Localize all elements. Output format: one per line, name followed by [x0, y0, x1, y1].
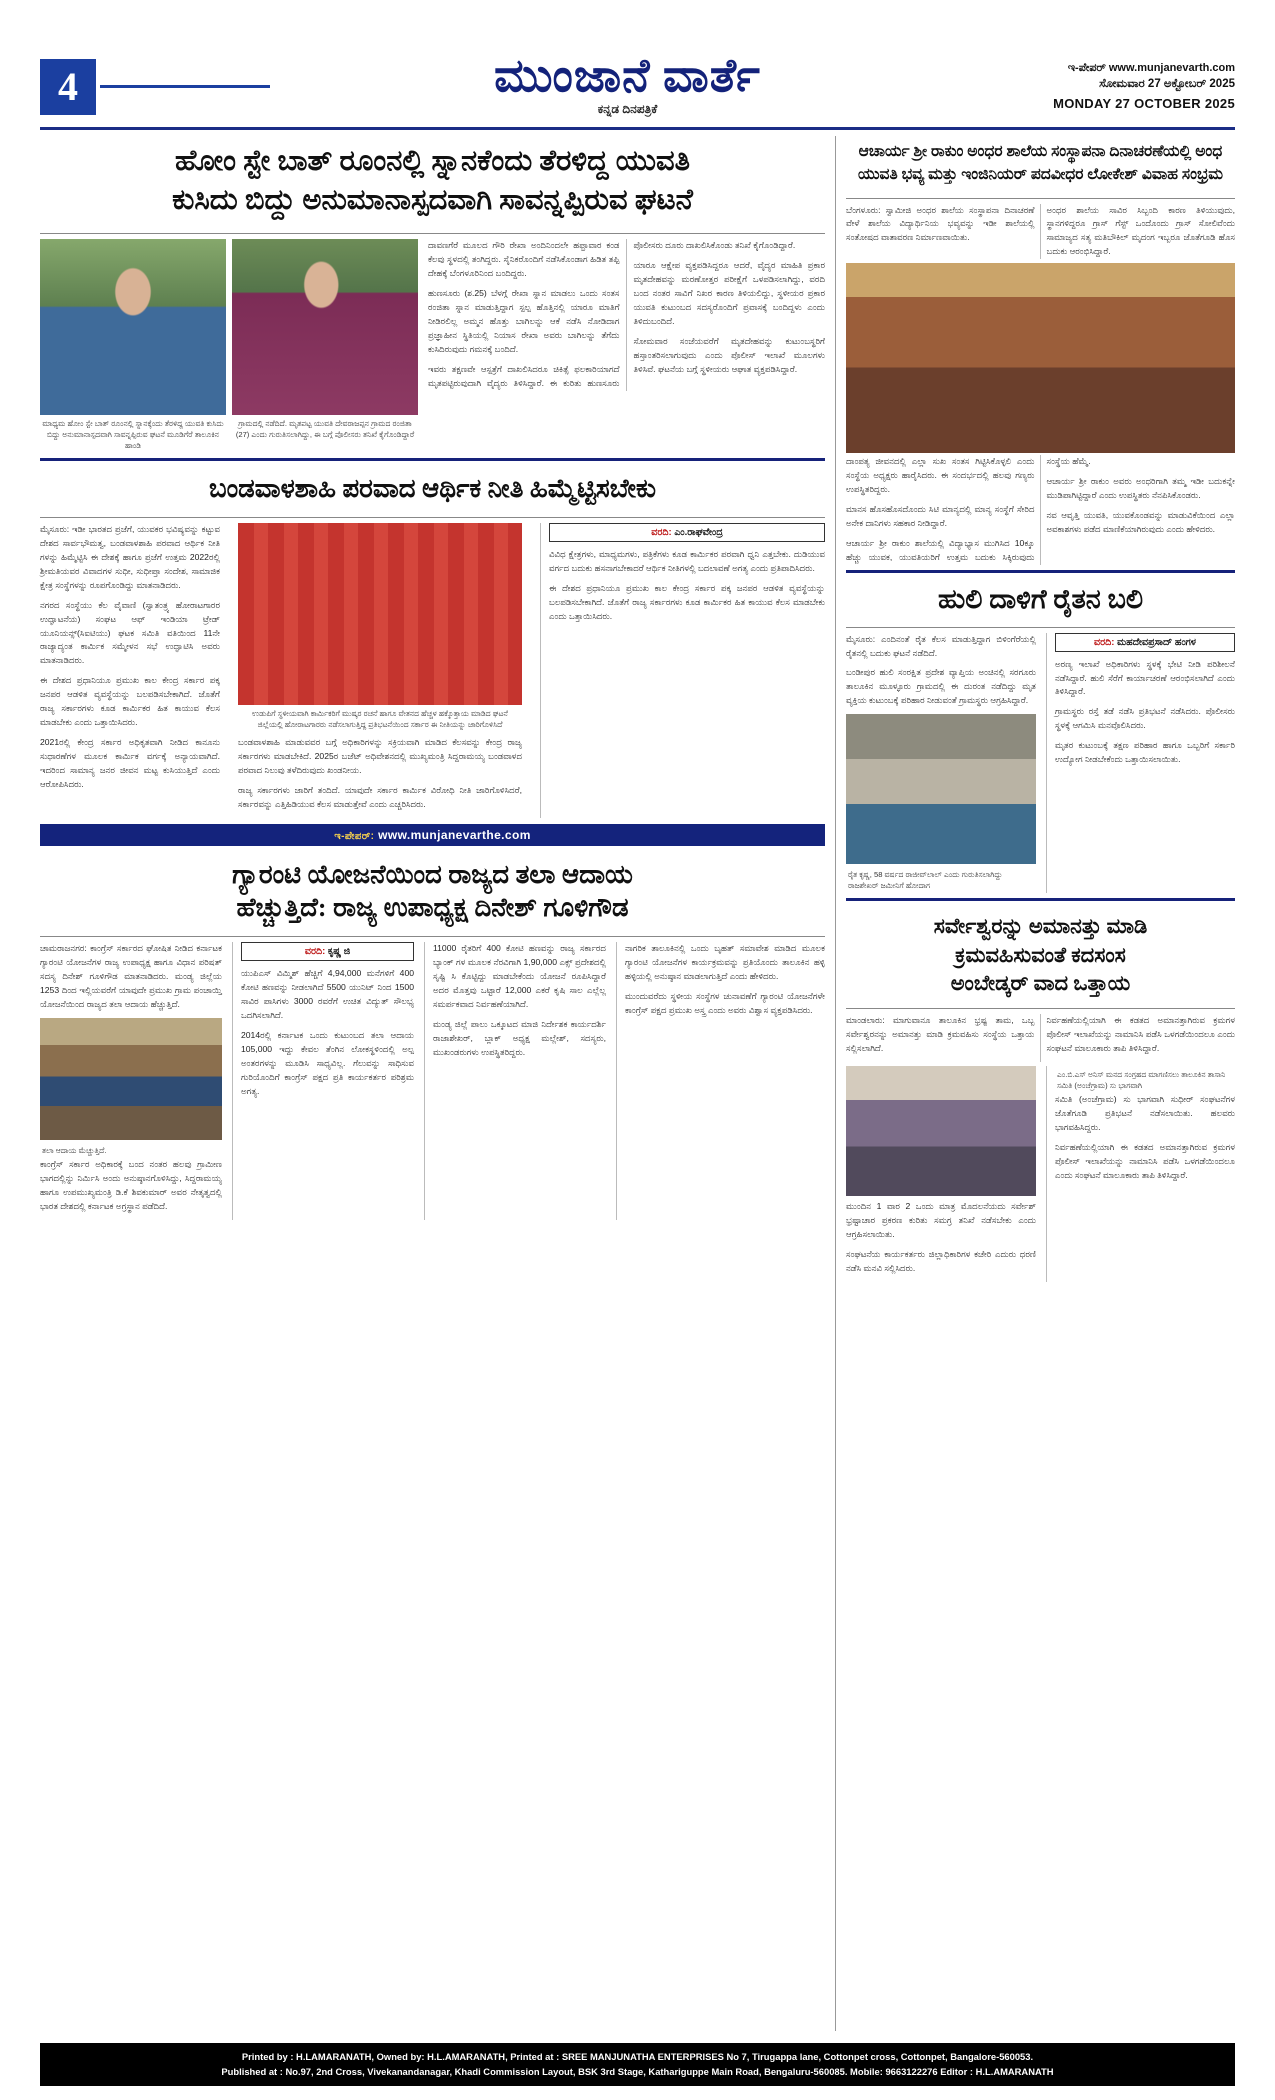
- divider: [40, 517, 825, 518]
- tiger-byline-name: ಮಹದೇವಪ್ರಸಾದ್ ಹಂಗಳ: [1117, 636, 1196, 648]
- tiger-col1: [846, 633, 1036, 894]
- economy-byline-label: ವರದಿ:: [651, 527, 672, 539]
- masthead-center: [270, 49, 985, 117]
- paper-subtitle: ಕನ್ನಡ ದಿನಪತ್ರಿಕೆ: [597, 101, 658, 116]
- left-section: [40, 136, 835, 2031]
- economy-body-row: [40, 523, 825, 818]
- ambedkar-headline-line3: ಅಂಬೇಡ್ಕರ್ ವಾದ ಒತ್ತಾಯ: [950, 970, 1131, 995]
- economy-para-5: ರಾಜ್ಯ ಸರ್ಕಾರಗಳು ಜಾರಿಗೆ ತಂದಿದೆ. ಯಾವುದೇ ಸರ್ಕಾರ ಕಾರ್ಮಿಕ ವಿರೋಧಿ ನೀತಿ ಜಾರಿಗೊಳಿಸಿದರೆ, ಸರ್ಕಾರವನ್ನು ಎತ್ತಿಹಿಡಿಯುವ ಕೆಲಸ ಮಾಡುತ್ತೇವೆ ಎಂದು ಎಚ್ಚರಿಸಿದರು.: [238, 784, 522, 809]
- economy-para-2: ಈ ದೇಶದ ಪ್ರಧಾನಿಯೂ ಪ್ರಮುಖ ಕಾಲ ಕೇಂದ್ರ ಸರ್ಕಾರ ಪಕ್ಕ ಜನಪರ ಆಡಳಿತ ವ್ಯವಸ್ಥೆಯನ್ನು ಬಲಪಡಿಸಬೇಕಾಗಿದೆ. ಜೊತೆಗೆ ರಾಜ್ಯ ಸರ್ಕಾರಗಳು ಕೂಡ ಕಾರ್ಮಿಕರ ಹಿತ ಕಾಯುವ ಕೆಲಸ ಮಾಡಬೇಕು ಎಂದು ಒತ್ತಾಯಿಸಿದರು.: [40, 675, 220, 728]
- ambedkar-headline-line1: ಸರ್ವೇಶ್ವರನ್ನು ಅಮಾನತ್ತು ಮಾಡಿ: [933, 914, 1148, 939]
- masthead-meta: [985, 60, 1235, 113]
- lead-para-4: ಸೋಮವಾರ ಸಂಜೆಯವರೆಗೆ ಮೃತದೇಹವನ್ನು ಕುಟುಂಬಸ್ಥರಿಗೆ ಹಸ್ತಾಂತರಿಸಲಾಗುವುದು ಎಂದು ಪೊಲೀಸ್ ಇಲಾಖೆ ಮೂಲಗಳು ತಿಳಿಸಿವೆ. ಘಟನೆಯ ಬಗ್ಗೆ ಸ್ಥಳೀಯರು ಆಘಾತ ವ್ಯಕ್ತಪಡಿಸಿದ್ದಾರೆ.: [633, 335, 825, 374]
- economy-photo-block: [230, 523, 530, 818]
- wedding-headline: ಆಚಾರ್ಯ ಶ್ರೀ ರಾಕುಂ ಅಂಧರ ಶಾಲೆಯ ಸಂಸ್ಥಾಪನಾ ದಿನಾಚರಣೆಯಲ್ಲಿ ಅಂಧ ಯುವತಿ ಭವ್ಯ ಮತ್ತು ಇಂಜಿನಿಯರ್ ಪದವೀಧರ ಲೋಕೇಶ್ ವಿವಾಹ ಸಂಭ್ರಮ: [858, 143, 1223, 184]
- divider: [846, 1008, 1235, 1009]
- economy-para-4: ಬಂಡವಾಳಶಾಹಿ ಮಾಡುವವರ ಬಗ್ಗೆ ಅಧಿಕಾರಿಗಳನ್ನು ಸಕ್ರಿಯವಾಗಿ ಮಾಡಿದ ಕೆಲಸವನ್ನು ಕೇಂದ್ರ ರಾಜ್ಯ ಸರ್ಕಾರಗಳು ಮಾಡಬೇಕಿದೆ. 2025ರ ಬಜೆಟ್ ಅಧಿವೇಶನದಲ್ಲಿ ಮುಖ್ಯಮಂತ್ರಿ ಸಿದ್ದರಾಮಯ್ಯ ಬಂಡವಾಳದ ಪರವಾದ ನಿಲುವು ತಳೆದಿರುವುದು ಖಂಡನೀಯ.: [238, 737, 522, 775]
- guarantee-col3: [424, 942, 606, 1219]
- story-tiger: [846, 578, 1235, 894]
- guarantee-para-5: ಮಂಡ್ಯ ಜಿಲ್ಲೆ ಪಾಲು ಒಕ್ಕೂಟದ ಮಾಜಿ ನಿರ್ದೇಶಕ ಕಾರ್ಯದರ್ಶಿ ರಾಜಾಶೇಖರ್, ಬ್ಲಾಕ್ ಅಧ್ಯಕ್ಷ ಮಲ್ಲೇಶ್, ಸದಸ್ಯರು, ಮುಖಂಡರುಗಳು ಉಪಸ್ಥಿತರಿದ್ದರು.: [433, 1018, 606, 1057]
- divider: [846, 570, 1235, 573]
- ambedkar-col1: [846, 1066, 1036, 1282]
- ambedkar-text-2: [1055, 1093, 1235, 1183]
- page-content: [40, 136, 1235, 2031]
- divider: [40, 233, 825, 234]
- wedding-para-4: ಆಚಾರ್ಯ ಶ್ರೀ ರಾಕುಂ ಶಾಲೆಯಲ್ಲಿ ವಿದ್ಯಾಭ್ಯಾಸ ಮುಗಿಸಿದ 10ಕ್ಕೂ ಹೆಚ್ಚು ಯುವಕ, ಯುವತಿಯರಿಗೆ ಉತ್ತಮ ಬದುಕು ಸಿಕ್ಕಿರುವುದು ಸಂಸ್ಥೆಯ ಹೆಮ್ಮೆ.: [846, 456, 1091, 562]
- economy-col3: [540, 523, 825, 818]
- guarantee-para-3: 2014ರಲ್ಲಿ ಕರ್ನಾಟಕ ಒಂದು ಕುಟುಂಬದ ತಲಾ ಆದಾಯ 105,000 ಇದ್ದು ಕೇವಲ ತೆಂಗಿನ ಲೋಕಸ್ಥಳಿಂದಲ್ಲಿ ಅಲ್ಪ ಅಂತರಗಳನ್ನು ಮೂಡಿಸಿ ಸಾಧ್ಯವಿಲ್ಲ. ಗೆಲುವನ್ನು ಸಾಧಿಸುವ ಗುರಿಯೊಂದಿಗೆ ಕಾಂಗ್ರೆಸ್ ಪಕ್ಷದ ಪ್ರತಿ ಕಾರ್ಯಕರ್ತರ ಪರಿಶ್ರಮ ಅಗತ್ಯ.: [241, 1029, 414, 1096]
- story-guarantee: [40, 852, 825, 1220]
- guarantee-text-1: [40, 942, 222, 1012]
- dateline-english: MONDAY 27 OCTOBER 2025: [1053, 95, 1235, 111]
- guarantee-text-2: [241, 967, 414, 1098]
- economy-para-6: ವಿವಿಧ ಕ್ಷೇತ್ರಗಳು, ಮಾಧ್ಯಮಗಳು, ಪತ್ರಿಕೆಗಳು ಕೂಡ ಕಾರ್ಮಿಕರ ಪರವಾಗಿ ಧ್ವನಿ ಎತ್ತಬೇಕು. ದುಡಿಯುವ ವರ್ಗದ ಬದುಕು ಹಸನಾಗಬೇಕಾದರೆ ಆರ್ಥಿಕ ನೀತಿಗಳಲ್ಲಿ ಬದಲಾವಣೆ ಅಗತ್ಯ ಎಂದು ಪ್ರತಿಪಾದಿಸಿದರು.: [549, 549, 825, 573]
- guarantee-para-0: ಚಾಮರಾಜನಗರ: ಕಾಂಗ್ರೆಸ್ ಸರ್ಕಾರದ ಘೋಷಿತ ನೀಡಿದ ಕರ್ನಾಟಕ ಗ್ಯಾರಂಟಿ ಯೋಜನೆಗಳ ರಾಜ್ಯ ಉಪಾಧ್ಯಕ್ಷ ಹಾಗೂ ವಿಧಾನ ಪರಿಷತ್ ಸದಸ್ಯ ದಿನೇಶ್ ಗೂಳಿಗೌಡ ಮಾತನಾಡಿದರು. ಮಂಡ್ಯ ಜಿಲ್ಲೆಯ 1253 ದಿಂದ ಇಲ್ಲಿಯವರೆಗೆ ಯಾವುದೇ ಪ್ರಮುಖ ಗ್ರಾಮ ಪಂಚಾಯ್ತಿ ಯೋಜನೆಯಿಂದ ರಾಜ್ಯದ ತಲಾ ಆದಾಯ ಹೆಚ್ಚುತ್ತಿದೆ.: [40, 943, 222, 1009]
- wedding-para-1: ಅಂಧರ ಶಾಲೆಯ ಸಾವಿರ ಸಿಬ್ಬಂದಿ ಕಾರಣ ತಿಳಿಯುವುದು, ಸ್ಥಾನಗಳಿದ್ದರೂ ಗ್ರಾಸ್ ಗೆಸ್ಟ್ ಒಂದೊಂದು ಗ್ರಾಸ್ ಸೋಲಿವೆಂದು ಸಾಮಾಜ್ಯದ ಸತ್ಯ ಮತಿಬೌಕಿಲ್ ಮೃದಂಗ ಇಬ್ಬರೂ ಜೊತೆಗೂಡಿ ಹೊಸ ಬದುಕು ಆರಂಭಿಸಿದ್ದಾರೆ.: [1046, 204, 1235, 257]
- economy-photo: [238, 523, 522, 705]
- tiger-byline: [1055, 633, 1235, 652]
- guarantee-photo: [40, 1018, 222, 1140]
- economy-byline: [549, 523, 825, 542]
- tiger-para-0: ಮೈಸೂರು: ಎಂದಿನಂತೆ ರೈತ ಕೆಲಸ ಮಾಡುತ್ತಿದ್ದಾಗ ಬಿಳಿಂಗೆರೆಯಲ್ಲಿ ರೈತನಲ್ಲಿ ಬದುಕು ಘಟನೆ ನಡೆದಿದೆ.: [846, 633, 1036, 658]
- epaper-link[interactable]: [985, 60, 1235, 77]
- epaper-strip-url: www.munjanevarthe.com: [378, 827, 531, 842]
- guarantee-headline: [40, 852, 825, 932]
- story-ambedkar: [846, 906, 1235, 1281]
- ambedkar-photo-caption: ಎಂ.ಬಿ.ಎಸ್ ಅನಿಸ್ ಮನದ ಸಂಗ್ರಹದ ಮಾಗಣಿಸಲು ತಾಲೂಕಿನ ತಾಸಾನಿ ಸಮಿತಿ (ಅಂಚೆಗ್ರಾಮ) ಸು ಭಾಗವಾಗಿ: [1057, 1070, 1226, 1091]
- ambedkar-photo: [846, 1066, 1036, 1196]
- divider: [40, 458, 825, 461]
- guarantee-para-1: ಕಾಂಗ್ರೆಸ್ ಸರ್ಕಾರ ಅಧಿಕಾರಕ್ಕೆ ಬಂದ ನಂತರ ಹಲವು ಗ್ರಾಮೀಣ ಭಾಗದಲ್ಲಿನ್ನು ನಿರ್ಮಿಸಿ ಅಂದು ಅನುಷ್ಠಾನಗೊಳಿಸಿದ್ದು, ಸಿದ್ದರಾಮಯ್ಯ ಹಾಗೂ ಉಪಮುಖ್ಯಮಂತ್ರಿ ಡಿ.ಕೆ ಶಿವಕುಮಾರ್ ಅವರ ನೇತೃತ್ವದಲ್ಲಿ ಭಾರತ ದೇಶದಲ್ಲಿ ಕರ್ನಾಟಕ ಅಗ್ರಸ್ಥಾನ ಪಡೆದಿದೆ.: [40, 1158, 222, 1211]
- ambedkar-para-3: ಸಮಿತಿ (ಅಂಚೆಗ್ರಾಮ) ಸು ಭಾಗವಾಗಿ ಸುಧೀರ್ ಸಂಘಟನೆಗಳ ಜೊತೆಗೂಡಿ ಪ್ರತಿಭಟನೆ ನಡೆಸಲಾಯಿತು. ಹಲವರು ಭಾಗವಹಿಸಿದ್ದರು.: [1055, 1094, 1235, 1132]
- guarantee-byline-label: ವರದಿ:: [304, 946, 326, 958]
- paper-title: ಮುಂಜಾನೆ ವಾರ್ತೆ: [494, 49, 761, 101]
- wedding-para-0: ಬೆಂಗಳೂರು: ಸ್ವಾಮೀಜಿ ಅಂಧರ ಶಾಲೆಯ ಸಂಸ್ಥಾಪನಾ ದಿನಾಚರಣೆ ವೇಳೆ ಶಾಲೆಯ ವಿದ್ಯಾರ್ಥಿನಿಯ ಭವ್ಯವನ್ನು ಇಡೀ ಶಾಲೆಯಲ್ಲಿ ಸಂತೋಷದ ವಾತಾವರಣ ನಿರ್ಮಾಣವಾಯಿತು.: [846, 204, 1035, 243]
- story-economy: [40, 466, 825, 817]
- ambedkar-headline-line2: ಕ್ರಮವಹಿಸುವಂತೆ ಕದಸಂಸ: [955, 942, 1126, 967]
- epaper-strip-label: ಇ-ಪೇಪರ್:: [334, 830, 375, 842]
- website-url: www.munjanevarth.com: [1108, 61, 1235, 74]
- economy-text-right: [549, 548, 825, 624]
- ambedkar-para-1b: ನಿರ್ವಹಣೆಯಲ್ಲಿಯಾಗಿ ಈ ಕಡತದ ಅಮಾನತ್ತಾಗಿರುವ ಕ್ರಮಗಳ ಪೊಲೀಸ್ ಇಲಾಖೆಯನ್ನು ನಾಮಾನಿಸಿ ಪಡೆಸಿ ಒಳಗಡೆಯಿಂದಲೂ ಎಂದು ಸಂಘಟನೆ ಮಾಲೂಕಾರು ತಾಪಿ ತಿಳಿಸಿದ್ದಾರೆ.: [1055, 1141, 1235, 1180]
- guarantee-para-2: ಯುಪಿಎಸ್ ವಿಮ್ಮಿಶ್ ಹೆಚ್ಚಿಗೆ 4,94,000 ಮನೆಗಳಿಗೆ 400 ಕೋಟಿ ಹಣವನ್ನು ನೀಡಲಾಗಿದೆ 5500 ಯುನಿಟ್ ನಿಂದ 1500 ಸಾವಿರ ಪಾಸಿಗಳು 3000 ರವರೆಗೆ ಉಚಿತ ವಿದ್ಯುತ್ ಸೌಲಭ್ಯ ಒದಗಿಸಲಾಗಿದೆ.: [241, 968, 414, 1021]
- divider: [846, 198, 1235, 199]
- wedding-para-2: ದಾಂಪತ್ಯ ಜೀವನದಲ್ಲಿ ಎಲ್ಲಾ ಸುಖ ಸಂತಸ ಗಿಟ್ಟಿಸಿಕೊಳ್ಳಲಿ ಎಂದು ಸಂಸ್ಥೆಯ ಅಧ್ಯಕ್ಷರು ಹಾರೈಸಿದರು. ಈ ಸಂದರ್ಭದಲ್ಲಿ ಹಲವು ಗಣ್ಯರು ಉಪಸ್ಥಿತರಿದ್ದರು.: [846, 456, 1035, 495]
- masthead-rule: [100, 85, 270, 88]
- lead-text-block: [428, 239, 825, 453]
- lead-headline: [40, 136, 825, 228]
- tiger-text-1: [846, 633, 1036, 709]
- ambedkar-para-1: ನಿರ್ವಹಣೆಯಲ್ಲಿಯಾಗಿ ಈ ಕಡತದ ಅಮಾನತ್ತಾಗಿರುವ ಕ್ರಮಗಳ ಪೊಲೀಸ್ ಇಲಾಖೆಯನ್ನು ನಾಮಾನಿಸಿ ಪಡೆಸಿ ಒಳಗಡೆಯಿಂದಲೂ ಎಂದು ಸಂಘಟನೆ ಮಾಲೂಕಾರು ತಾಪಿ ತಿಳಿಸಿದ್ದಾರೆ.: [1046, 1015, 1235, 1054]
- ambedkar-text-1: [846, 1200, 1036, 1276]
- guarantee-photo-caption: ತಲಾ ಆದಾಯ ಮೆಚ್ಚುತ್ತಿದೆ.: [42, 1145, 107, 1155]
- tiger-para-1: ಬಂಡೀಪುರ ಹುಲಿ ಸಂರಕ್ಷಿತ ಪ್ರದೇಶ ವ್ಯಾಪ್ತಿಯ ಅಂಚಿನಲ್ಲಿ ಸರಗೂರು ತಾಲೂಕಿನ ಮೂಳ್ಳೂರು ಗ್ರಾಮದಲ್ಲಿ ಈ ದುರಂತ ನಡೆದಿದ್ದು ಮೃತ ವ್ಯಕ್ತಿಯ ಕುಟುಂಬಕ್ಕೆ ಪರಿಹಾರ ನೀಡುವಂತೆ ಗ್ರಾಮಸ್ಥರು ಆಗ್ರಹಿಸಿದ್ದಾರೆ.: [846, 667, 1036, 706]
- ambedkar-col2: [1046, 1066, 1235, 1282]
- story-wedding: [846, 136, 1235, 565]
- guarantee-col2: [232, 942, 414, 1219]
- economy-para-3: 2021ರಲ್ಲಿ ಕೇಂದ್ರ ಸರ್ಕಾರ ಅಧಿಕೃತವಾಗಿ ನೀಡಿದ ಕಾನೂನು ಸುಧಾರಣೆಗಳ ಮೂಲಕ ಕಾರ್ಮಿಕ ವರ್ಗಕ್ಕೆ ಅನ್ಯಾಯವಾಗಿದೆ. ಇದರಿಂದ ಸಾಮಾನ್ಯ ಜನರ ಜೀವನ ಮಟ್ಟ ಕುಸಿಯುತ್ತಿದೆ ಎಂದು ಆರೋಪಿಸಿದರು.: [40, 736, 220, 789]
- guarantee-col4: [616, 942, 825, 1219]
- divider: [846, 898, 1235, 901]
- tiger-para-2: ಅರಣ್ಯ ಇಲಾಖೆ ಅಧಿಕಾರಿಗಳು ಸ್ಥಳಕ್ಕೆ ಭೇಟಿ ನೀಡಿ ಪರಿಶೀಲನೆ ನಡೆಸಿದ್ದಾರೆ. ಹುಲಿ ಸೆರೆಗೆ ಕಾರ್ಯಾಚರಣೆ ಆರಂಭಿಸಲಾಗಿದೆ ಎಂದು ತಿಳಿಸಿದ್ದಾರೆ.: [1055, 658, 1235, 697]
- tiger-para-4: ಮೃತರ ಕುಟುಂಬಕ್ಕೆ ತಕ್ಷಣ ಪರಿಹಾರ ಹಾಗೂ ಒಬ್ಬರಿಗೆ ಸರ್ಕಾರಿ ಉದ್ಯೋಗ ನೀಡಬೇಕೆಂದು ಒತ್ತಾಯಿಸಲಾಯಿತು.: [1055, 740, 1235, 765]
- tiger-text-2: [1055, 658, 1235, 767]
- lead-para-0: ದಾವಣಗೆರೆ ಮೂಲದ ಗೌರಿ ರೇಖಾ ಅಂದಿನಿಂದಲೇ ಹಫ್ತಾವಾರ ಕಂಡ ಕೆಲವು ಸ್ಥಳದಲ್ಲಿ ತಂಗಿದ್ದರು. ಸೈನಿಕರೊಂದಿಗೆ ನಡೆಸಿಕೊಂಡಾಗ ಹಿಡಿತ ತಪ್ಪಿ ದೇಹಕ್ಕೆ ಬೆಂಗಳೂರಿನಿಂದ ಬಂದಿದ್ದರು.: [428, 240, 620, 279]
- lead-photo-right: [232, 239, 418, 415]
- tiger-body-row: [846, 633, 1235, 894]
- wedding-para-6: ನವ ಆವೃತ್ತಿ ಯುವತಿ, ಯುವಕೊಂಡವನ್ನು ಮಾಡುವಿಕೆಯಿಂದ ಎಲ್ಲಾ ಅವಕಾಶಗಳು ಪಡೆದ ಮಾಣಿಕೆಯಾಗಿರುವುದು ಎಂದು ಹೇಳಿದರು.: [1046, 509, 1235, 534]
- lead-para-3: ಯಾರೂ ಆಕ್ಷೇಪ ವ್ಯಕ್ತಪಡಿಸಿದ್ದರೂ ಆದರೆ, ವೈದ್ಯರ ಮಾಹಿತಿ ಪ್ರಕಾರ ಮೃತದೇಹವನ್ನು ಮರಣೋತ್ತರ ಪರೀಕ್ಷೆಗೆ ಒಳಪಡಿಸಲಾಗಿದ್ದು, ವರದಿ ಬಂದ ನಂತರ ಸಾವಿಗೆ ನಿಖರ ಕಾರಣ ತಿಳಿಯಲಿದ್ದು, ಸ್ಥಳೀಯರ ಪ್ರಕಾರ ಯುವತಿ ಕುಟುಂಬದ ಸದಸ್ಯರೊಂದಿಗೆ ಪ್ರವಾಸಕ್ಕೆ ಬಂದಿದ್ದಳು ಎಂದು ತಿಳಿದುಬಂದಿದೆ.: [633, 260, 825, 326]
- tiger-photo-caption: ರೈತ ಕೃಷ್ಣ, 58 ವರ್ಷದ ರಾಜೀವ್‌ಲಾಲ್ ಎಂದು ಗುರುತಿಸಲಾಗಿದ್ದು ರಾಜಶೇಖರ್ ಜಮೀನಿಗೆ ಹೋದಾಗ: [848, 870, 1003, 891]
- wedding-para-3: ಮಾನಸ ಹೊಸಹೊಸದೊಂದು ಸಿಟಿ ಮಾನ್ಯದಲ್ಲಿ ಮಾನ್ಯ ಸಂಸ್ಥೆಗೆ ಸೇರಿದ ಅನೇಕ ದಾನಿಗಳು ಸಹಕಾರ ನೀಡಿದ್ದಾರೆ.: [846, 503, 1035, 528]
- economy-para-2b: ಈ ದೇಶದ ಪ್ರಧಾನಿಯೂ ಪ್ರಮುಖ ಕಾಲ ಕೇಂದ್ರ ಸರ್ಕಾರ ಪಕ್ಕ ಜನಪರ ಆಡಳಿತ ವ್ಯವಸ್ಥೆಯನ್ನು ಬಲಪಡಿಸಬೇಕಾಗಿದೆ. ಜೊತೆಗೆ ರಾಜ್ಯ ಸರ್ಕಾರಗಳು ಕೂಡ ಕಾರ್ಮಿಕರ ಹಿತ ಕಾಯುವ ಕೆಲಸ ಮಾಡಬೇಕು ಎಂದು ಒತ್ತಾಯಿಸಿದರು.: [549, 582, 825, 621]
- economy-photo-caption: ಉಡುಪಿಗೆ ಸ್ಥಳೀಯವಾಗಿ ಕಾರ್ಮಿಕರಿಗೆ ಮುಷ್ಕರ ರಚನೆ ಹಾಗೂ ವೇತನದ ಹೆಚ್ಚಳ ಹಕ್ಕೊತ್ತಾಯ ಮಾಡಿದ ಘಟನೆ ಜಿಲ್ಲೆಯಲ್ಲಿ ಹೋರಾಟಗಾರರು ನಡೆಸಲಾಗುತ್ತಿದ್ದ ಪ್ರತಿಭಟನೆಯಿಂದ ಸರ್ಕಾರ ಈ ನೀತಿಯನ್ನು ಜಾರಿಗೊಳಿಸಿದೆ: [252, 709, 508, 730]
- lead-para-1: ಹುಣಸೂರು (ಶ.25) ಬೆಳಗ್ಗೆ ರೇಖಾ ಸ್ನಾನ ಮಾಡಲು ಒಂದು ಸಂತಸ ರಂಜಿತಾ ಸ್ನಾನ ಮಾಡುತ್ತಿದ್ದಾಗ ಸ್ಪಲ್ಪ ಹೊತ್ತಿನಲ್ಲಿ ಯಾರೂ ಮಾತಿಗೆ ನೀಡಿರಲಿಲ್ಲ ಅಮ್ಮನ ಹೊತ್ತು ಬಾಗಿಲನ್ನು ಆಕೆ ನಡೆಸಿ ನೋಡಿದಾಗ ಪ್ರಜ್ಞಾಹೀನ ಸ್ಥಿತಿಯಲ್ಲಿ ನಿಯಾಸ ರೇಖಾ ಅವರು ಬಾಗಿಲನ್ನು ತೆಗೆದು ಕುಸಿದಿರುವುದು ಗಮನಕ್ಕೆ ಬಂದಿದೆ.: [428, 288, 620, 354]
- tiger-headline: ಹುಲಿ ದಾಳಿಗೆ ರೈತನ ಬಲಿ: [937, 583, 1144, 614]
- wedding-text-bottom: [846, 455, 1235, 564]
- right-section: [835, 136, 1235, 2031]
- lead-para-2: ಇವರು ತಕ್ಷಣವೇ ಆಸ್ಪತ್ರೆಗೆ ದಾಖಲಿಸಿದರೂ ಚಿಕಿತ್ಸೆ ಫಲಕಾರಿಯಾಗದೆ ಮೃತಪಟ್ಟಿರುವುದಾಗಿ ವೈದ್ಯರು ತಿಳಿಸಿದ್ದಾರೆ. ಈ ಕುರಿತು ಹುಣಸೂರು ಪೊಲೀಸರು ದೂರು ದಾಖಲಿಸಿಕೊಂಡು ತನಿಖೆ ಕೈಗೊಂಡಿದ್ದಾರೆ.: [428, 240, 796, 388]
- economy-para-0: ಮೈಸೂರು: ಇಡೀ ಭಾರತದ ಪ್ರಜೆಗೆ, ಯುವಕರ ಭವಿಷ್ಯವನ್ನು ಕಟ್ಟುವ ದೇಶದ ಸಾರ್ವಭೌಮತ್ವ, ಬಂಡವಾಳಶಾಹಿ ಪರವಾದ ಆರ್ಥಿಕ ನೀತಿ ಗಳನ್ನು ಹಿಮ್ಮೆಟ್ಟಿಸಿ ಈ ದೇಶಕ್ಕೆ ಹಾಗೂ ಪ್ರಜೆಗೆ ಉತ್ತಮ 2022ರಲ್ಲಿ ಶ್ರೀಮತಿಯವರ ವಿವಾದಗಳ ಸುಧೀ, ಸುಧೀಪ್ತಾ ಸಂದೇಶ, ಸಾಮಾಜಿಕ ಕ್ಷೇತ್ರ ಸಂಸ್ಥೆಗಳನ್ನು ರೂಪಗೊಂಡಿದ್ದು ಮಾತನಾಡಿದರು.: [40, 524, 220, 590]
- wedding-photo: [846, 263, 1235, 453]
- guarantee-para-7: ಮುಂದುವರೆದು ಸ್ಥಳೀಯ ಸಂಸ್ಥೆಗಳ ಚುನಾವಣೆಗೆ ಗ್ಯಾರಂಟಿ ಯೋಜನೆಗಳೇ ಕಾಂಗ್ರೆಸ್ ಪಕ್ಷದ ಪ್ರಮುಖ ಅಸ್ತ್ರ ಎಂದು ಅವರು ವಿಶ್ವಾಸ ವ್ಯಕ್ತಪಡಿಸಿದರು.: [625, 991, 825, 1015]
- ambedkar-headline: [846, 906, 1235, 1003]
- ambedkar-para-0: ಮಾಂಡಲಾರು: ಮಾಗುವಾನೂ ತಾಲೂಕಿನ ಭ್ರಷ್ಟ ತಾಮ, ಒಬ್ಬ ಸರ್ವೇಶ್ವರನನ್ನು ಅಮಾನತ್ತು ಮಾಡಿ ಕ್ರಮವಹಿಸು ಸಂಸ್ಥೆಯ ಒತ್ತಾಯ ಸಲ್ಲಿಸಲಾಗಿದೆ.: [846, 1015, 1035, 1054]
- guarantee-text-1b: [40, 1158, 222, 1214]
- guarantee-para-6: ನಾಗರಿಕ ತಾಲೂಕಿನಲ್ಲಿ ಒಂದು ಬೃಹತ್ ಸಮಾವೇಶ ಮಾಡಿದ ಮೂಲಕ ಗ್ಯಾರಂಟಿ ಯೋಜನೆಗಳ ಕಾರ್ಯಕ್ರಮವನ್ನು ಪ್ರತಿಯೊಂದು ತಾಲೂಕಿನ ಹಳ್ಳಿ ಹಳ್ಳಿಯಲ್ಲಿ ಅನುಷ್ಠಾನ ಮಾಡಲಾಗುತ್ತಿದೆ ಎಂದು ಹೇಳಿದರು.: [625, 943, 825, 982]
- lead-body-row: [40, 239, 825, 453]
- tiger-byline-label: ವರದಿ:: [1094, 636, 1115, 648]
- masthead: [40, 49, 1235, 130]
- economy-byline-name: ಎಂ.ರಾಘವೇಂದ್ರ: [674, 527, 723, 539]
- lead-photo-left: [40, 239, 226, 415]
- guarantee-para-4: 11000 ರೈತರಿಗೆ 400 ಕೋಟಿ ಹಣವನ್ನು ರಾಜ್ಯ ಸರ್ಕಾರದ ಬ್ಯಾಂಕ್ ಗಳ ಮೂಲಕ ನೆರವಿಗಾಗಿ 1,90,000 ಎಕ್ಸ್ ಪ್ರದೇಶದಲ್ಲಿ ಸೃಷ್ಟಿ ಸಿ ಕೊಟ್ಟಿದ್ದು ಮಾಡಬೇಕೆಂದು ಯೋಜನೆ ರೂಪಿಸಿದ್ದಾರೆ ಅದರ ಮೊತ್ತವು ಒಟ್ಟಾರೆ 12,000 ಎಕರೆ ಕೃಷಿ ಸಾಲ ಎಲ್ಲೆಲ್ಲ ಸಮರ್ಪಕವಾದ ನಿರ್ವಹಣೆಯಾಗಿದೆ.: [433, 943, 606, 1009]
- guarantee-headline-line1: ಗ್ಯಾರಂಟಿ ಯೋಜನೆಯಿಂದ ರಾಜ್ಯದ ತಲಾ ಆದಾಯ: [232, 859, 633, 889]
- tiger-col2: [1046, 633, 1235, 894]
- economy-col1: [40, 523, 220, 818]
- ambedkar-body-row: [846, 1066, 1235, 1282]
- guarantee-text-3: [433, 942, 606, 1059]
- tiger-photo: [846, 714, 1036, 864]
- economy-headline: ಬಂಡವಾಳಶಾಹಿ ಪರವಾದ ಆರ್ಥಿಕ ನೀತಿ ಹಿಮ್ಮೆಟ್ಟಿಸಬೇಕು: [209, 474, 656, 504]
- ambedkar-text-top: [846, 1014, 1235, 1062]
- page-number: 4: [40, 59, 96, 115]
- ambedkar-para-4: ಸಂಘಟನೆಯ ಕಾರ್ಯಕರ್ತರು ಜಿಲ್ಲಾಧಿಕಾರಿಗಳ ಕಚೇರಿ ಎದುರು ಧರಣಿ ನಡೆಸಿ ಮನವಿ ಸಲ್ಲಿಸಿದರು.: [846, 1248, 1036, 1273]
- divider: [846, 627, 1235, 628]
- wedding-para-5: ಆಚಾರ್ಯ ಶ್ರೀ ರಾಕುಂ ಅವರು ಅಂಧರಿಗಾಗಿ ತಮ್ಮ ಇಡೀ ಬದುಕನ್ನೇ ಮುಡಿಪಾಗಿಟ್ಟಿದ್ದಾರೆ ಎಂದು ಉಪಸ್ಥಿತರು ನೆನಪಿಸಿಕೊಂಡರು.: [1046, 476, 1235, 501]
- lead-headline-line2: ಕುಸಿದು ಬಿದ್ದು ಅನುಮಾನಾಸ್ಪದವಾಗಿ ಸಾವನ್ನಪ್ಪಿರುವ ಘಟನೆ: [172, 184, 693, 217]
- dateline-kannada: ಸೋಮವಾರ 27 ಅಕ್ಟೋಬರ್ 2025: [1099, 78, 1235, 91]
- ambedkar-para-2: ಮುಂದಿನ 1 ವಾರ 2 ಒಂದು ಮಾತ್ರ ಮೊದಲನೆಯದು ಸರ್ವೇಶ್ ಭ್ರಷ್ಟಾಚಾರ ಪ್ರಕರಣ ಕುರಿತು ಸಮಗ್ರ ತನಿಖೆ ನಡೆಸಬೇಕು ಎಂದು ಆಗ್ರಹಿಸಲಾಯಿತು.: [846, 1201, 1036, 1239]
- guarantee-headline-line2: ಹೆಚ್ಚುತ್ತಿದೆ: ರಾಜ್ಯ ಉಪಾಧ್ಯಕ್ಷ ದಿನೇಶ್ ಗೂಳಿಗೌಡ: [236, 893, 629, 923]
- economy-para-1: ನಗರದ ಸಂಸ್ಥೆಯು ಕೆಲ ವೈವಾಣಿ (ಸ್ವಾತಂತ್ರ್ಯ ಹೋರಾಟಗಾರರ ಉದ್ಘಾಟನೆಯ) ಸಂಘಟ ಆಫ್ ಇಂಡಿಯಾ ಟ್ರೇಡ್ ಯೂನಿಯನ್ಸ್(ಸಿಐಟಿಯು) ಘಟಕ ಸಮಿತಿ ವತಿಯಿಂದ 11ನೇ ರಾಜ್ಯಾದ್ಯಂತ ಕಾರ್ಮಿಕ ಸಮ್ಮೇಳನ ಸಭೆ ಉದ್ಘಾಟಿಸಿ ಅವರು ಮಾತನಾಡಿದರು.: [40, 599, 220, 666]
- economy-text-mid: [238, 736, 522, 812]
- lead-photo-block: [40, 239, 418, 453]
- divider: [40, 936, 825, 937]
- epaper-strip[interactable]: [40, 824, 825, 846]
- guarantee-byline: [241, 942, 414, 961]
- epaper-label: ಇ-ಪೇಪರ್: [1067, 61, 1106, 74]
- guarantee-byline-name: ಕೃಷ್ಣ ಜಿ: [327, 946, 351, 958]
- lead-headline-line1: ಹೋಂ ಸ್ಟೇ ಬಾತ್ ರೂಂನಲ್ಲಿ ಸ್ನಾನಕೆಂದು ತೆರಳಿದ್ದ ಯುವತಿ: [174, 145, 690, 177]
- story-lead: [40, 136, 825, 453]
- economy-text-left: [40, 523, 220, 792]
- lead-text: [428, 239, 825, 390]
- lead-caption-left: ಮಾಧ್ಯಮ ಹೋಂ ಸ್ಟೇ ಬಾತ್ ರೂಂನಲ್ಲಿ ಸ್ನಾನಕ್ಕೆಂದು ತೆರಳಿದ್ದ ಯುವತಿ ಕುಸಿದು ಬಿದ್ದು ಅನುಮಾನಾಸ್ಪದವಾಗಿ ಸಾವನ್ನಪ್ಪಿರುವ ಘಟನೆ ಮೂಡಿಗೆರೆ ತಾಲೂಕಿನ ಹಾಂಡಿ: [42, 419, 224, 451]
- lead-caption-right: ಗ್ರಾಮದಲ್ಲಿ ನಡೆದಿದೆ. ಮೃತಪಟ್ಟ ಯುವತಿ ದೇವರಾಜಪ್ಪನ ಗ್ರಾಮದ ರಂಜಿತಾ (27) ಎಂದು ಗುರುತಿಸಲಾಗಿದ್ದು, ಈ ಬಗ್ಗೆ ಪೊಲೀಸರು ತನಿಖೆ ಕೈಗೊಂಡಿದ್ದಾರೆ: [235, 419, 415, 440]
- guarantee-body-row: [40, 942, 825, 1219]
- footer-line-2: Published at : No.97, 2nd Cross, Vivekanandanagar, Khadi Commission Layout, BSK 3rd Stage, Kathariguppe Main Road, Bengaluru-560085. Mobile: 9663122276 Editor : H.L.AMARANATH: [221, 2066, 1054, 2078]
- footer-line-1: Printed by : H.LAMARANATH, Owned by: H.L.AMARANATH, Printed at : SREE MANJUNATHA ENTERPRISES No 7, Tirugappa lane, Cottonpet cross, Cottonpet, Bangalore-560053.: [241, 2050, 1034, 2062]
- wedding-text-top: [846, 204, 1235, 260]
- tiger-para-3: ಗ್ರಾಮಸ್ಥರು ರಸ್ತೆ ತಡೆ ನಡೆಸಿ ಪ್ರತಿಭಟನೆ ನಡೆಸಿದರು. ಪೊಲೀಸರು ಸ್ಥಳಕ್ಕೆ ಆಗಮಿಸಿ ಮನವೊಲಿಸಿದರು.: [1055, 706, 1235, 731]
- guarantee-text-4: [625, 942, 825, 1018]
- page-footer: [40, 2043, 1235, 2086]
- guarantee-col1: [40, 942, 222, 1219]
